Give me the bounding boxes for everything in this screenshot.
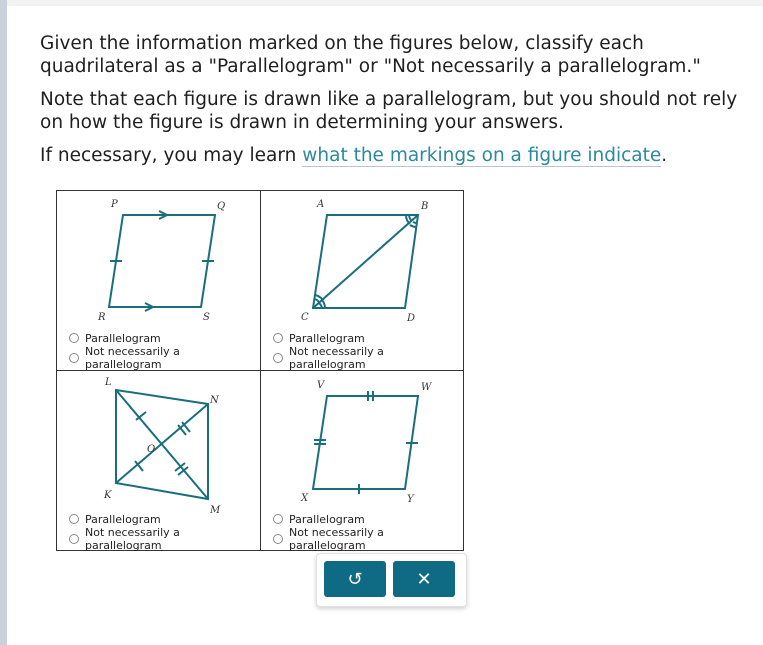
radio-button[interactable]	[273, 353, 283, 363]
radio-button[interactable]	[69, 514, 79, 524]
prompt-note: Note that each figure is drawn like a parallelogram, but you should not rely on how the figure is drawn in determining your answers.	[40, 89, 738, 133]
answer-options-pqrs	[69, 328, 260, 371]
close-icon: ✕	[416, 568, 432, 590]
prompt-help	[40, 144, 760, 167]
vertex-label-w: W	[421, 382, 432, 393]
prompt-help-text: If necessary, you may learn	[40, 145, 303, 166]
clear-button[interactable]	[393, 561, 455, 597]
vertex-label-a: A	[317, 199, 325, 210]
top-band	[7, 0, 763, 6]
figure-cell-klmn	[57, 371, 261, 551]
reset-button[interactable]	[324, 561, 386, 597]
vertex-label-r: R	[98, 312, 106, 323]
vertex-label-c: C	[301, 312, 309, 323]
radio-button[interactable]	[69, 333, 79, 343]
vertex-label-x: X	[301, 493, 309, 504]
option-label: Parallelogram	[85, 512, 161, 526]
prompt-instructions: Given the information marked on the figures below, classify each quadrilateral as a "Parallelogram" or "Not necessarily a parallelogram."	[40, 33, 701, 77]
option-label: Not necessarily a parallelogram	[289, 526, 384, 552]
radio-button[interactable]	[69, 534, 79, 544]
vertex-label-m: M	[210, 505, 221, 516]
answer-options-klmn	[69, 509, 260, 552]
vertex-label-n: N	[210, 395, 219, 406]
vertex-label-d: D	[407, 313, 416, 324]
question-prompt	[40, 32, 760, 177]
option-not-necessarily-pqrs[interactable]	[69, 345, 260, 371]
action-button-panel	[316, 553, 467, 607]
prompt-help-period: .	[661, 145, 668, 166]
vertex-label-q: Q	[217, 201, 226, 212]
radio-button[interactable]	[273, 534, 283, 544]
radio-button[interactable]	[273, 333, 283, 343]
figure-cell-abcd	[261, 191, 464, 371]
figure-cell-pqrs	[57, 191, 261, 371]
left-sidebar-strip	[0, 0, 7, 645]
markings-help-link[interactable]: what the markings on a figure indicate	[302, 145, 662, 166]
option-label: Parallelogram	[289, 512, 365, 526]
vertex-label-y: Y	[407, 494, 414, 505]
vertex-label-p: P	[111, 199, 118, 210]
vertex-label-l: L	[105, 377, 112, 388]
option-label: Parallelogram	[289, 331, 365, 345]
option-label: Not necessarily a parallelogram	[85, 345, 180, 371]
radio-button[interactable]	[273, 514, 283, 524]
figure-cell-vwxy	[261, 371, 464, 551]
vertex-label-v: V	[317, 380, 325, 391]
figures-grid	[56, 190, 464, 551]
answer-options-vwxy	[273, 509, 464, 552]
answer-options-abcd	[273, 328, 464, 371]
vertex-label-b: B	[421, 201, 429, 212]
option-not-necessarily-klmn[interactable]	[69, 526, 260, 552]
reset-icon: ↺	[347, 568, 363, 590]
option-label: Parallelogram	[85, 331, 161, 345]
vertex-label-s: S	[203, 312, 210, 323]
option-label: Not necessarily a parallelogram	[85, 526, 180, 552]
option-not-necessarily-vwxy[interactable]	[273, 526, 464, 552]
vertex-label-k: K	[104, 490, 112, 501]
center-label-o: O	[147, 444, 156, 455]
option-not-necessarily-abcd[interactable]	[273, 345, 464, 371]
radio-button[interactable]	[69, 353, 79, 363]
option-label: Not necessarily a parallelogram	[289, 345, 384, 371]
